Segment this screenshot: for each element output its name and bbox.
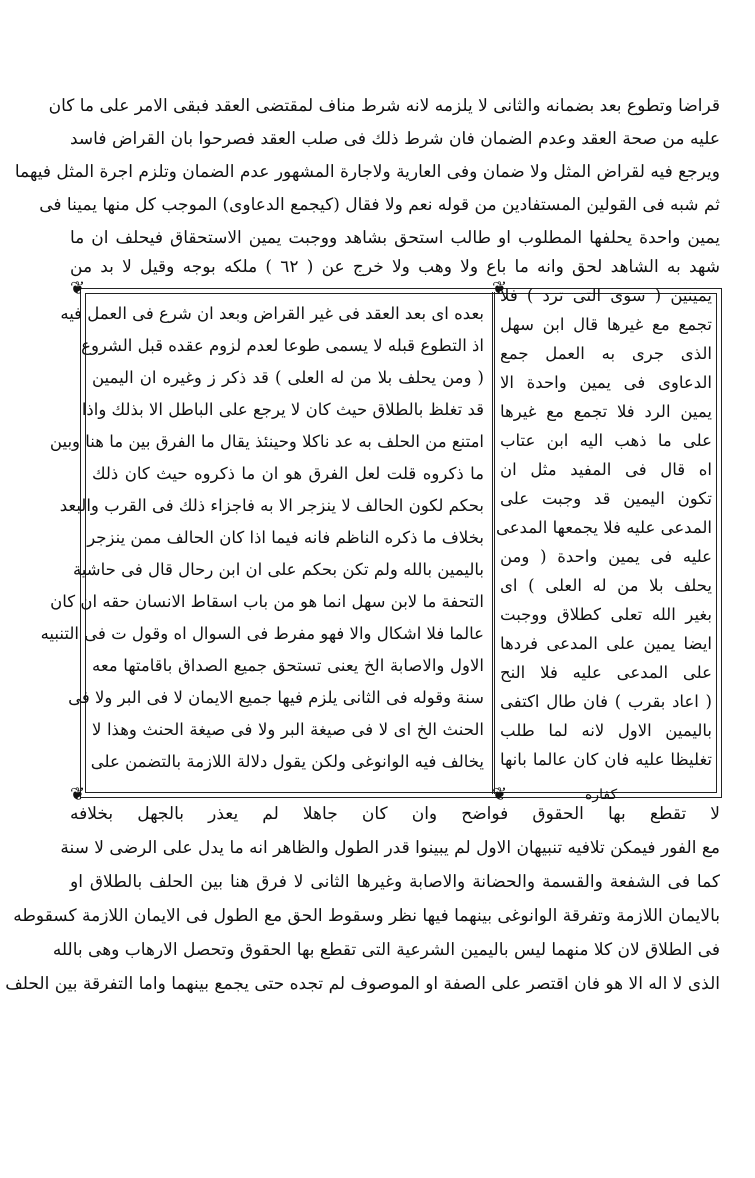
- bottom-line-6: الذى لا اله الا هو فان اقتصر على الصفة او الموصوف لم تجده حتى يجمع بينهما واما التفرقة بين الحلف: [5, 974, 720, 994]
- column-divider: [492, 292, 495, 794]
- left-line-4: قد تغلظ بالطلاق حيث كان لا يرجع على الباطل الا بذلك واذا: [81, 400, 484, 419]
- right-line-3: الذى جرى به العمل جمع: [500, 344, 712, 363]
- right-line-1: يمينين ( سوى التى ترد ) فلا: [500, 286, 712, 305]
- right-line-6: على ما ذهب اليه ابن عتاب: [500, 431, 712, 450]
- left-line-14: الحنث الخ اى لا فى صيغة البر ولا فى صيغة الحنث وهذا لا: [92, 720, 484, 739]
- right-line-14: على المدعى عليه فلا النح: [500, 663, 712, 682]
- top-line-6: شهد به الشاهد لحق وانه ما باع ولا وهب ولا خرج عن ( ٦٢ ) ملكه بوجه وقيل لا بد من: [70, 257, 720, 277]
- left-line-6: ما ذكروه قلت لعل الفرق هو ان ما ذكروه حيث كان ذلك: [92, 464, 484, 483]
- right-line-10: عليه فى يمين واحدة ( ومن: [500, 547, 712, 566]
- left-line-1: بعده اى بعد العقد فى غير القراض وبعد ان شرع فى العمل فيه: [60, 304, 484, 323]
- corner-ornament-top-middle: ❦: [492, 278, 508, 299]
- left-line-15: يخالف فيه الوانوغى ولكن يقول دلالة اللازمة بالتضمن على: [90, 752, 484, 771]
- top-line-5: يمين واحدة يحلفها المطلوب او طالب استحق بشاهد ووجبت يمين الاستحقاق فيحلف ان ما: [70, 228, 720, 248]
- right-line-16: باليمين الاول لانه لما طلب: [500, 721, 712, 740]
- left-line-12: الاول والاصابة الخ يعنى تستحق جميع الصداق باقامتها معه: [92, 656, 484, 675]
- left-line-13: سنة وقوله فى الثانى يلزم فيها جميع الايمان لا فى البر ولا فى: [68, 688, 484, 707]
- left-line-2: اذ التطوع قبله لا يسمى طوعا لعدم لزوم عقده قبل الشروع: [81, 336, 484, 355]
- corner-ornament-bottom-left: ❦: [70, 784, 86, 805]
- right-line-2: تجمع مع غيرها قال ابن سهل: [500, 315, 712, 334]
- catchword: كفارة: [585, 787, 618, 803]
- right-line-7: اه قال فى المفيد مثل ان: [500, 460, 712, 479]
- left-line-10: التحفة ما لابن سهل انما هو من باب اسقاط الانسان حقه ان كان: [50, 592, 484, 611]
- corner-ornament-top-left: ❦: [70, 278, 86, 299]
- left-line-11: عالما فلا اشكال والا فهو مفرط فى السوال اه وقول ت فى التنبيه: [40, 624, 484, 643]
- right-line-5: يمين الرد فلا تجمع مع غيرها: [500, 402, 712, 421]
- right-line-13: ايضا يمين على المدعى فردها: [500, 634, 712, 653]
- right-line-17: تغليظا عليه فان كان عالما بانها: [500, 750, 712, 769]
- top-line-2: عليه من صحة العقد وعدم الضمان فان شرط ذلك فى صلب العقد فصرحوا بان القراض فاسد: [70, 129, 721, 149]
- right-line-9: المدعى عليه فلا يجمعها المدعى: [495, 518, 712, 537]
- left-line-7: بحكم لكون الحالف لا ينزجر الا به فاجزاء ذلك فى القرب والبعد: [59, 496, 484, 515]
- bottom-line-5: فى الطلاق لان كلا منهما ليس باليمين الشرعية التى تقطع بها الحقوق وتحصل الارهاب وهى بالله: [52, 940, 720, 960]
- right-line-12: بغير الله تعلى كطلاق ووجبت: [500, 605, 712, 624]
- bottom-line-3: كما فى الشفعة والقسمة والحضانة والاصابة وغيرها الثانى لا فرق هنا بين الحلف بالطلاق او: [70, 872, 720, 892]
- bottom-line-2: مع الفور فيمكن تلافيه تنبيهان الاول لم يبينوا قدر الطول والظاهر انه ما يدل على الرضى لا سنة: [60, 838, 720, 858]
- top-line-4: ثم شبه فى القولين المستفادين من قوله نعم ولا فقال (كيجمع الدعاوى) الموجب كل منها يمينا فى: [39, 195, 720, 215]
- right-line-11: يحلف بلا من له العلى ) اى: [500, 576, 712, 595]
- top-line-3: ويرجع فيه لقراض المثل ولا ضمان وفى العارية ولاجارة المشهور عدم الضمان وتلزم اجرة المثل فيهما: [14, 162, 720, 182]
- corner-ornament-bottom-middle: ❦: [492, 784, 508, 805]
- left-line-5: امتنع من الحلف به عد ناكلا وحينئذ يقال ما الفرق بين ما هنا وبين: [49, 432, 484, 451]
- left-line-9: باليمين بالله ولم تكن بحكم على ان ابن رحال قال فى حاشية: [72, 560, 484, 579]
- bottom-line-4: بالايمان اللازمة وتفرقة الوانوغى بينهما فيها نظر وسقوط الحق مع الطول فى الايمان اللازمة كسقوطه: [13, 906, 720, 926]
- right-line-15: ( اعاد بقرب ) فان طال اكتفى: [500, 692, 712, 711]
- top-line-1: قراضا وتطوع بعد بضمانه والثانى لا يلزمه لانه شرط مناف لمقتضى العقد فبقى الامر على ما كان: [48, 96, 720, 116]
- right-line-4: الدعاوى فى يمين واحدة الا: [500, 373, 712, 392]
- bottom-line-1: لا تقطع بها الحقوق فواضح وان كان جاهلا لم يعذر بالجهل بخلافه: [70, 804, 720, 824]
- left-line-8: بخلاف ما ذكره الناظم فانه فيما اذا كان الحالف ممن ينزجر: [87, 528, 484, 547]
- left-line-3: ( ومن يحلف بلا من له العلى ) قد ذكر ز وغيره ان اليمين: [92, 368, 484, 387]
- right-line-8: تكون اليمين قد وجبت على: [500, 489, 712, 508]
